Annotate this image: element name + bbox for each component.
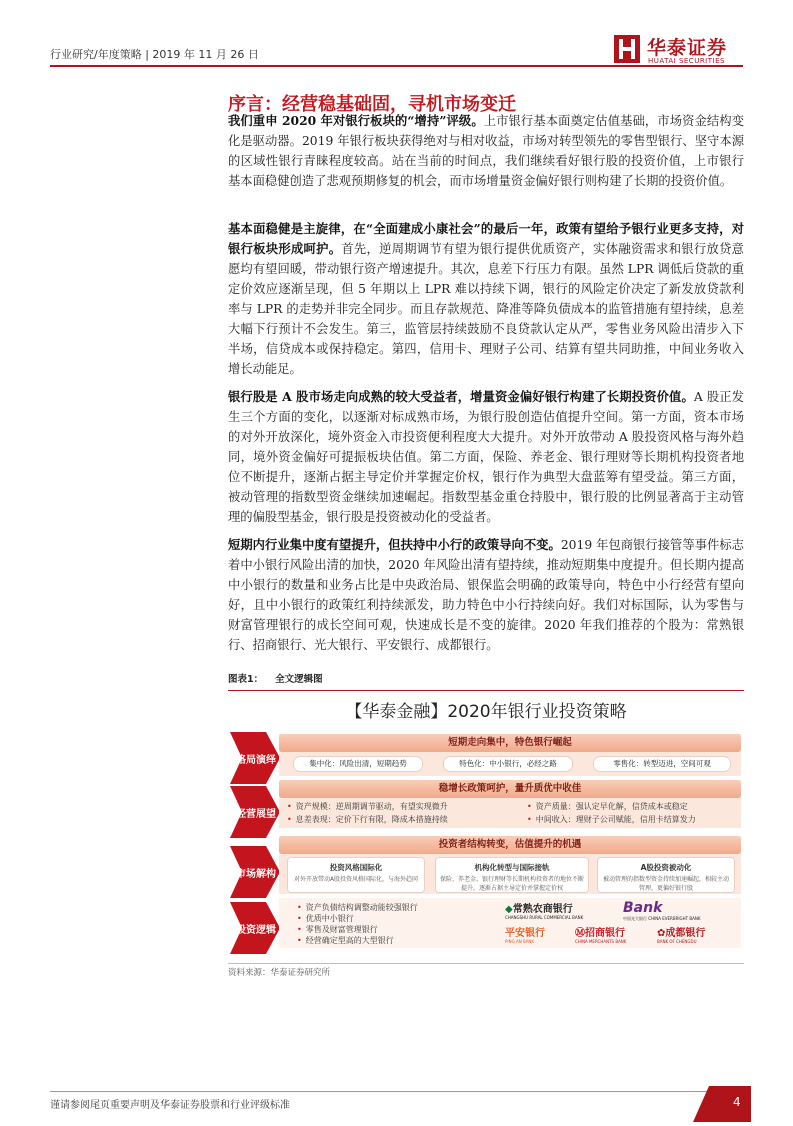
huatai-logo-icon — [614, 35, 640, 63]
row-label: 投资逻辑 — [236, 924, 276, 936]
bank-logo-subtext: 中国光大银行 CHINA EVERBRIGHT BANK — [623, 916, 701, 921]
paragraph-lead: 我们重申 2020 年对银行板块的“增持”评级。 — [228, 113, 484, 128]
changshu-logo-icon: ◆ — [505, 904, 513, 915]
bullet-dot-icon: • — [287, 815, 292, 824]
logic-point: • 经营确定型高的大型银行 — [297, 936, 394, 945]
structure-box-desc: 被动管理的指数型资金持续加速崛起，相较主动管理，更偏好银行股 — [602, 876, 729, 892]
paragraph-body: 上市银行基本面奠定估值基础，市场资金结构变化是驱动器。2019 年银行板块获得绝对与相对收益，市场对转型领先的零售型银行、坚守本源的区域性银行青睐程度较高。站在当前的时间点，我们继续看好银行股的投资价值，上市银行基本面稳健创造了悲观预期修复的机会，而市场增量资金偏好银行则构建了长期的投资价值。 — [228, 114, 744, 188]
bank-logo-subtext: PING AN BANK — [505, 939, 535, 944]
structure-box — [287, 857, 425, 893]
paragraph-lead: 基本面稳健是主旋律，在“全面建成小康社会”的最后一年，政策有望给予银行业更多支持，对银行板块形成呵护。 — [228, 221, 744, 256]
page-number-badge — [693, 1086, 751, 1122]
structure-box-title: 机构化转型与国际接轨 — [474, 863, 550, 872]
outlook-item: • 资产规模：逆周期调节驱动，有望实现微升 — [287, 802, 448, 811]
logo-name-cn: 华泰证券 — [647, 37, 728, 59]
structure-box-desc: 对外开放带动A股投资风格国际化，与海外趋同 — [293, 876, 419, 883]
pill-concentration: 集中化：风险出清，短期趋势 — [293, 756, 423, 772]
chevron-row-2 — [230, 786, 280, 838]
footer-disclaimer: 谨请参阅尾页重要声明及华泰证券股票和行业评级标准 — [50, 1100, 290, 1111]
bullet-dot-icon: • — [287, 802, 292, 811]
structure-box-desc: 保险、养老金、银行理财等长期机构投资者的地位不断提升，逐渐占据主导定价并掌握定价权 — [440, 876, 585, 892]
header-divider — [50, 65, 743, 67]
breadcrumb: 行业研究/年度策略 | 2019 年 11 月 26 日 — [50, 48, 259, 61]
figure-bottom-rule — [228, 963, 744, 964]
outlook-item: • 息差表现：定价下行有限，降成本措施持续 — [287, 815, 448, 824]
bank-logo-subtext: BANK OF CHENGDU — [657, 939, 697, 944]
paragraph-concentration — [228, 535, 744, 655]
row-2-heading: 稳增长政策呵护，量升质优中收佳 — [279, 780, 741, 798]
page-badge-shape — [693, 1086, 751, 1122]
chevron-row-4 — [230, 902, 280, 954]
figure-number: 图表1： — [228, 674, 264, 685]
bullet-dot-icon: • — [297, 914, 302, 923]
row-label: 格局演绎 — [236, 754, 276, 766]
bank-logo-cmb: Ⓜ招商银行 CHINA MERCHANTS BANK — [575, 928, 627, 944]
chengdu-logo-icon: ✿ — [657, 928, 666, 939]
bullet-dot-icon: • — [527, 815, 532, 824]
pill-specialization: 特色化：中小银行，必经之路 — [443, 756, 573, 772]
bank-logo-pingan: 平安银行 PING AN BANK — [505, 928, 545, 944]
cmb-logo-icon: Ⓜ — [575, 928, 585, 939]
row-label: 市场解构 — [236, 868, 276, 880]
bullet-dot-icon: • — [297, 936, 302, 945]
row-1-band — [279, 734, 741, 776]
bullet-dot-icon: • — [297, 903, 302, 912]
paragraph-rating — [228, 111, 744, 191]
paragraph-lead: 银行股是 A 股市场走向成熟的较大受益者，增量资金偏好银行构建了长期投资价值。 — [228, 389, 694, 404]
footer-divider — [50, 1091, 743, 1092]
paragraph-body: 首先，逆周期调节有望为银行提供优质资产，实体融资需求和银行放贷意愿均有望回暖，带动银行资产增速提升。其次，息差下行压力有限。虽然 LPR 调低后贷款的重定价效应逐渐呈现，但 5 年期以上 LPR 难以持续下调，银行的风险定价决定了新发放贷款利率与 LPR 的走势并非完全同步。而且存款规范、降准等降负债成本的监管措施有望持续，息差大幅下行预计不会发生。第三，监管层持续鼓励不良贷款认定从严，零售业务风险出清步入下半场，信贷成本或保持稳定。第四，信用卡、理财子公司、结算有望共同助推，中间业务收入增长动能足。 — [228, 242, 744, 376]
pill-retail: 零售化：转型迈进，空间可观 — [593, 756, 731, 772]
structure-box-title: 投资风格国际化 — [329, 863, 383, 872]
paragraph-body: 2019 年包商银行接管等事件标志着中小银行风险出清的加快，2020 年风险出清有望持续，推动短期集中度提升。但长期内提高中小银行的数量和业务占比是中央政治局、银保监会明确的政策导向，特色中小行经营有望向好，且中小银行的政策红利持续派发，助力特色中小行持续向好。我们对标国际，认为零售与财富管理银行的成长空间可观，快速成长是不变的旋律。2020 年我们推荐的个股为：常熟银行、招商银行、光大银行、平安银行、成都银行。 — [228, 538, 744, 652]
logic-point: • 零售及财富管理银行 — [297, 925, 378, 934]
structure-box-title: A股投资被动化 — [640, 863, 692, 872]
chevron-row-1 — [230, 732, 280, 784]
bullet-dot-icon: • — [527, 802, 532, 811]
figure-caption — [228, 671, 335, 685]
bullet-dot-icon: • — [297, 925, 302, 934]
row-3-band — [279, 836, 741, 894]
outlook-item: • 资产质量：强认定早化解，信贷成本或稳定 — [527, 802, 688, 811]
recommended-banks — [505, 900, 735, 946]
logic-point: • 优质中小银行 — [297, 914, 354, 923]
row-label: 经营展望 — [236, 808, 276, 820]
paragraph-fundamentals — [228, 219, 744, 379]
row-3-heading: 投资者结构转变，估值提升的机遇 — [279, 836, 741, 854]
figure-top-rule — [228, 690, 744, 691]
row-1-heading: 短期走向集中，特色银行崛起 — [279, 734, 741, 752]
structure-box — [597, 857, 735, 893]
company-logo — [614, 33, 746, 67]
chevron-row-3 — [230, 846, 280, 898]
figure-title: 【华泰金融】2020年银行业投资策略 — [345, 702, 627, 722]
logo-name-en: HUATAI SECURITIES — [648, 57, 725, 65]
bank-logo-subtext: CHANGSHU RURAL COMMERCIAL BANK — [505, 915, 584, 920]
paragraph-body: A 股正发生三个方面的变化，以逐渐对标成熟市场，为银行股创造估值提升空间。第一方面，资本市场的对外开放深化，境外资金入市投资便利程度大大提升。对外开放带动 A 股投资风格与海外趋同，境外资金偏好可提振板块估值。第二方面，保险、养老金、银行理财等长期机构投资者地位不断提升，逐渐占据主导定价并掌握定价权，银行作为典型大盘蓝筹有望受益。第三方面，被动管理的指数型资金继续加速崛起。指数型基金重仓持股中，银行股的比例显著高于主动管理的偏股型基金，银行股是投资被动化的受益者。 — [228, 390, 744, 524]
figure-source: 资料来源：华泰证券研究所 — [228, 968, 331, 978]
row-4-band — [279, 898, 741, 948]
logic-point: • 资产负债结构调整动能较强银行 — [297, 903, 418, 912]
row-2-band — [279, 780, 741, 828]
bank-logo-chengdu: ✿成都银行 BANK OF CHENGDU — [657, 928, 706, 944]
outlook-item: • 中间收入：理财子公司赋能，信用卡结算发力 — [527, 815, 696, 824]
bank-logo-changshu: ◆常熟农商银行 CHANGSHU RURAL COMMERCIAL BANK — [505, 904, 584, 920]
section-title: 序言：经营稳基础固，寻机市场变迁 — [228, 94, 516, 115]
paragraph-market — [228, 387, 744, 527]
figure-caption-text: 全文逻辑图 — [275, 674, 323, 685]
structure-box — [435, 857, 589, 893]
bank-logo-everbright: Bank 中国光大银行 CHINA EVERBRIGHT BANK — [623, 900, 701, 921]
page-number: 4 — [733, 1095, 741, 1109]
bank-logo-subtext: CHINA MERCHANTS BANK — [575, 939, 627, 944]
paragraph-lead: 短期内行业集中度有望提升，但扶持中小行的政策导向不变。 — [228, 537, 561, 552]
